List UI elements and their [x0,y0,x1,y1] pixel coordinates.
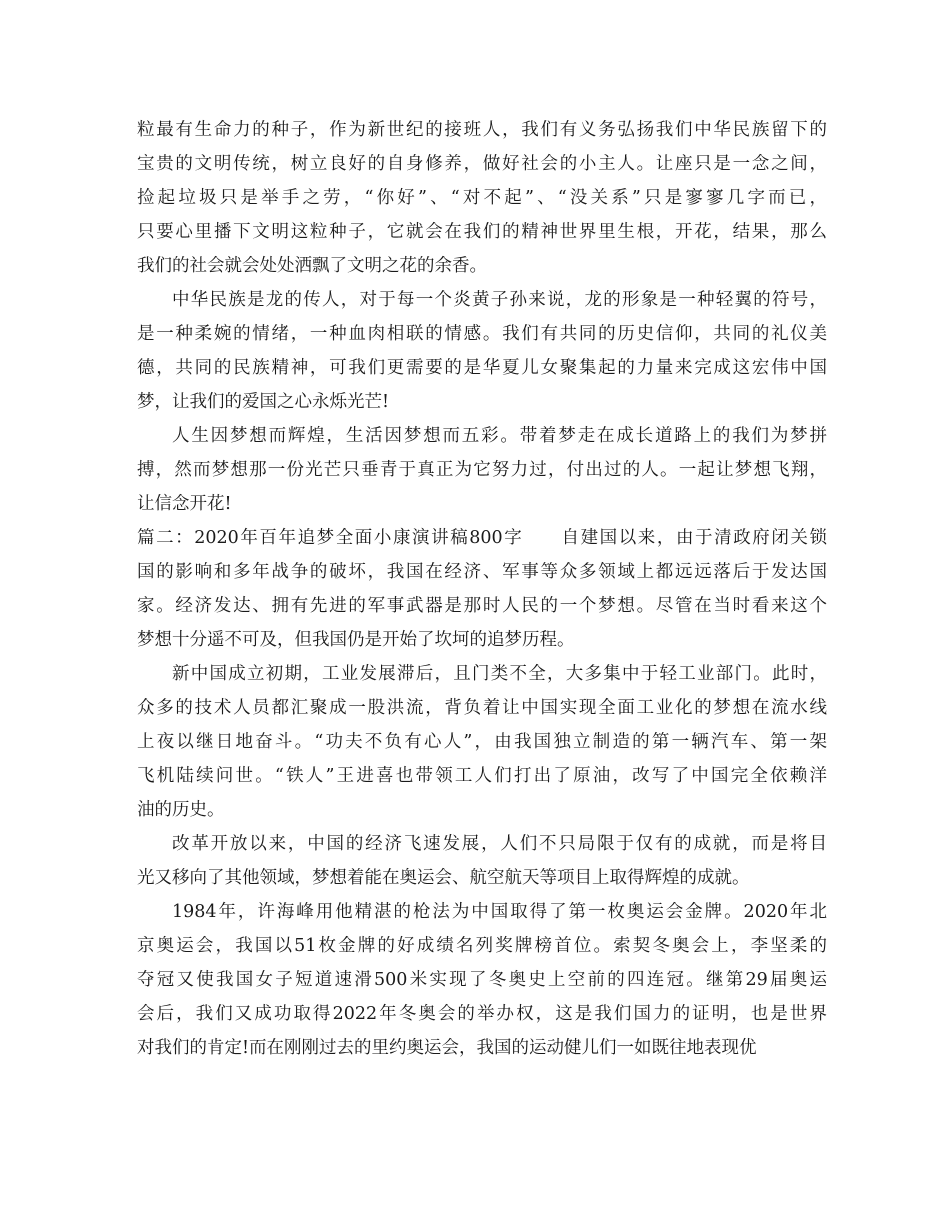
text-line: 是一种柔婉的情绪，一种血肉相联的情感。我们有共同的历史信仰，共同的礼仪美 [137,324,827,344]
text-line: 粒最有生命力的种子，作为新世纪的接班人，我们有义务弘扬我们中华民族留下的 [137,120,827,140]
text-line: 中华民族是龙的传人，对于每一个炎黄子孙来说，龙的形象是一种轻翼的符号， [172,290,827,310]
text-line: 我们的社会就会处处洒飘了文明之花的余香。 [137,256,487,276]
text-line: 油的历史。 [137,800,225,820]
paragraph [137,657,827,827]
text-line: 只要心里播下文明这粒种子，它就会在我们的精神世界里生根，开花，结果，那么 [137,222,827,242]
text-line: 篇二：2020年百年追梦全面小康演讲稿800字 自建国以来，由于清政府闭关锁 [137,528,827,548]
text-line: 改革开放以来，中国的经济飞速发展，人们不只局限于仅有的成就，而是将目 [172,834,827,854]
text-line: 梦想十分遥不可及，但我国仍是开始了坎坷的追梦历程。 [137,630,575,650]
document-body [137,113,827,1065]
text-line: 捡起垃圾只是举手之劳，“你好”、“对不起”、“没关系”只是寥寥几字而已， [137,188,827,208]
text-line: 让信念开花! [137,494,232,514]
paragraph [137,521,827,657]
text-line: 京奥运会，我国以51枚金牌的好成绩名列奖牌榜首位。索契冬奥会上，李坚柔的 [137,936,827,956]
text-line: 光又移向了其他领域，梦想着能在奥运会、航空航天等项目上取得辉煌的成就。 [137,868,750,888]
text-line: 搏，然而梦想那一份光芒只垂青于真正为它努力过，付出过的人。一起让梦想飞翔， [137,460,827,480]
paragraph [137,895,827,1065]
text-line: 宝贵的文明传统，树立良好的自身修养，做好社会的小主人。让座只是一念之间， [137,154,827,174]
paragraph [137,827,827,895]
paragraph [137,283,827,419]
paragraph [137,419,827,521]
text-line: 会后，我们又成功取得2022年冬奥会的举办权，这是我们国力的证明，也是世界 [137,1004,827,1024]
text-line: 1984年，许海峰用他精湛的枪法为中国取得了第一枚奥运会金牌。2020年北 [172,902,827,922]
text-line: 飞机陆续问世。“铁人”王进喜也带领工人们打出了原油，改写了中国完全依赖洋 [137,766,827,786]
text-line: 上夜以继日地奋斗。“功夫不负有心人”，由我国独立制造的第一辆汽车、第一架 [137,732,827,752]
text-line: 德，共同的民族精神，可我们更需要的是华夏儿女聚集起的力量来完成这宏伟中国 [137,358,827,378]
text-line: 人生因梦想而辉煌，生活因梦想而五彩。带着梦走在成长道路上的我们为梦拼 [172,426,827,446]
text-line: 家。经济发达、拥有先进的军事武器是那时人民的一个梦想。尽管在当时看来这个 [137,596,827,616]
text-line: 众多的技术人员都汇聚成一股洪流，背负着让中国实现全面工业化的梦想在流水线 [137,698,827,718]
text-line: 新中国成立初期，工业发展滞后，且门类不全，大多集中于轻工业部门。此时， [172,664,827,684]
text-line: 国的影响和多年战争的破坏，我国在经济、军事等众多领域上都远远落后于发达国 [137,562,827,582]
text-line: 夺冠又使我国女子短道速滑500米实现了冬奥史上空前的四连冠。继第29届奥运 [137,970,827,990]
text-line: 梦，让我们的爱国之心永烁光芒! [137,392,390,412]
paragraph [137,113,827,283]
text-line: 对我们的肯定!而在刚刚过去的里约奥运会，我国的运动健儿们一如既往地表现优 [137,1038,757,1058]
